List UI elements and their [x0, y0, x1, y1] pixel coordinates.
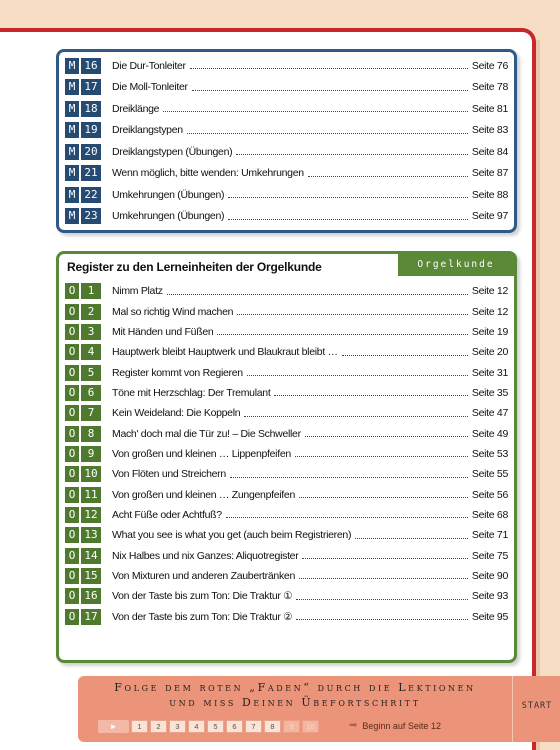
lesson-tag-number: 12 [81, 507, 101, 523]
lesson-tag-number: 17 [81, 609, 101, 625]
lesson-tag-number: 23 [81, 208, 101, 224]
list-item[interactable] [65, 141, 508, 163]
lesson-title: What you see is what you get (auch beim Registrieren) [112, 529, 352, 542]
leader-dots [187, 133, 468, 134]
leader-dots [299, 578, 468, 579]
lesson-tag [65, 466, 101, 482]
lesson-tag-letter: M [65, 58, 79, 74]
lesson-tag [65, 324, 101, 340]
lesson-tag-letter: O [65, 283, 79, 299]
start-tab[interactable] [512, 676, 560, 742]
lesson-title: Von großen und kleinen … Lippenpfeifen [112, 447, 291, 460]
leader-dots [302, 558, 467, 559]
lesson-title: Die Dur-Tonleiter [112, 59, 186, 72]
lesson-title: Von Flöten und Streichern [112, 468, 226, 481]
list-item[interactable] [65, 322, 508, 342]
leader-dots [355, 538, 468, 539]
lesson-tag [65, 187, 101, 203]
leader-dots [274, 395, 467, 396]
orgelkunde-header [65, 254, 514, 280]
list-item[interactable] [65, 281, 508, 301]
banner-line-1: Folge dem roten „Faden“ durch die Lektionen [114, 681, 476, 694]
list-item[interactable] [65, 362, 508, 382]
lesson-tag-letter: O [65, 568, 79, 584]
lesson-tag-number: 14 [81, 548, 101, 564]
leader-dots [236, 154, 468, 155]
page-reference: Seite 47 [471, 407, 508, 420]
page-reference: Seite 12 [471, 285, 508, 298]
leader-dots [296, 619, 468, 620]
lesson-tag [65, 385, 101, 401]
page-reference: Seite 76 [471, 59, 508, 72]
lesson-title: Mal so richtig Wind machen [112, 305, 234, 318]
lesson-tag [65, 405, 101, 421]
lesson-tag-number: 6 [81, 385, 101, 401]
lesson-tag-letter: M [65, 101, 79, 117]
lesson-tag-number: 7 [81, 405, 101, 421]
lesson-tag [65, 426, 101, 442]
lesson-tag-letter: O [65, 365, 79, 381]
lesson-title: Von der Taste bis zum Ton: Die Traktur ② [112, 610, 293, 623]
lesson-title: Mach' doch mal die Tür zu! – Die Schweller [112, 427, 301, 440]
page-reference: Seite 97 [471, 210, 508, 223]
list-item[interactable] [65, 484, 508, 504]
lesson-title: Dreiklangstypen (Übungen) [112, 145, 233, 158]
lesson-tag-number: 16 [81, 588, 101, 604]
progress-step[interactable]: 8 [264, 720, 281, 733]
lesson-title: Kein Weideland: Die Koppeln [112, 407, 241, 420]
banner-line-2: und miss Deinen Übefortschritt [169, 696, 421, 709]
list-item[interactable] [65, 206, 508, 228]
lesson-tag [65, 79, 101, 95]
list-item[interactable] [65, 403, 508, 423]
lesson-tag-number: 13 [81, 527, 101, 543]
list-item[interactable] [65, 464, 508, 484]
lesson-tag-number: 3 [81, 324, 101, 340]
progress-step[interactable]: 10 [302, 720, 319, 733]
lesson-title: Mit Händen und Füßen [112, 325, 214, 338]
leader-dots [244, 416, 468, 417]
lesson-tag-letter: O [65, 487, 79, 503]
list-item[interactable] [65, 505, 508, 525]
progress-tracker [98, 720, 319, 733]
lesson-title: Register kommt von Regieren [112, 366, 243, 379]
list-item[interactable] [65, 586, 508, 606]
lesson-tag-letter: M [65, 165, 79, 181]
lesson-title: Umkehrungen (Übungen) [112, 210, 225, 223]
lesson-title: Wenn möglich, bitte wenden: Umkehrungen [112, 167, 304, 180]
orgelkunde-badge: Orgelkunde [398, 254, 514, 276]
lesson-tag-number: 9 [81, 446, 101, 462]
leader-dots [167, 294, 468, 295]
progress-step[interactable]: 2 [150, 720, 167, 733]
lesson-tag-letter: O [65, 446, 79, 462]
list-item[interactable] [65, 423, 508, 443]
leader-dots [190, 68, 468, 69]
page-reference: Seite 90 [471, 569, 508, 582]
lesson-title: Nimm Platz [112, 285, 163, 298]
orgelkunde-heading: Register zu den Lerneinheiten der Orgelkunde [67, 260, 322, 274]
lesson-tag-number: 4 [81, 344, 101, 360]
beginn-note [349, 720, 441, 731]
list-item[interactable] [65, 120, 508, 142]
leader-dots [228, 197, 468, 198]
page-reference: Seite 49 [471, 427, 508, 440]
lesson-tag [65, 487, 101, 503]
lesson-title: Dreiklangstypen [112, 124, 183, 137]
progress-banner [78, 676, 512, 742]
orgelkunde-list [65, 280, 508, 627]
lesson-title: Umkehrungen (Übungen) [112, 188, 225, 201]
lesson-tag [65, 548, 101, 564]
leader-dots [296, 599, 468, 600]
lesson-tag [65, 283, 101, 299]
page-reference: Seite 78 [471, 81, 508, 94]
list-item[interactable] [65, 55, 508, 77]
progress-step[interactable]: 6 [226, 720, 243, 733]
page-reference: Seite 19 [471, 325, 508, 338]
leader-dots [228, 219, 468, 220]
list-item[interactable] [65, 383, 508, 403]
play-icon[interactable]: ► [98, 720, 129, 733]
page-reference: Seite 84 [471, 145, 508, 158]
lesson-tag-letter: M [65, 144, 79, 160]
lesson-tag-number: 5 [81, 365, 101, 381]
leader-dots [308, 176, 468, 177]
leader-dots [342, 355, 468, 356]
lesson-title: Von Mixturen und anderen Zaubertränken [112, 569, 295, 582]
list-item[interactable] [65, 163, 508, 185]
progress-step[interactable]: 5 [207, 720, 224, 733]
lesson-tag [65, 568, 101, 584]
lesson-tag-number: 15 [81, 568, 101, 584]
lesson-tag-letter: O [65, 304, 79, 320]
arrow-right-icon: ➡ [349, 720, 358, 731]
lesson-title: Acht Füße oder Achtfuß? [112, 508, 222, 521]
lesson-tag-number: 11 [81, 487, 101, 503]
list-item[interactable] [65, 77, 508, 99]
lesson-tag [65, 609, 101, 625]
lesson-tag [65, 304, 101, 320]
list-item[interactable] [65, 545, 508, 565]
page-reference: Seite 53 [471, 447, 508, 460]
leader-dots [217, 334, 467, 335]
leader-dots [295, 456, 468, 457]
page-reference: Seite 95 [471, 610, 508, 623]
lesson-tag [65, 365, 101, 381]
page-reference: Seite 83 [471, 124, 508, 137]
lesson-tag [65, 588, 101, 604]
lesson-tag [65, 344, 101, 360]
page-reference: Seite 68 [471, 508, 508, 521]
leader-dots [192, 90, 468, 91]
page-reference: Seite 93 [471, 590, 508, 603]
page-reference: Seite 55 [471, 468, 508, 481]
lesson-tag-number: 2 [81, 304, 101, 320]
list-item[interactable] [65, 525, 508, 545]
lesson-tag-number: 1 [81, 283, 101, 299]
lesson-tag-letter: O [65, 426, 79, 442]
list-item[interactable] [65, 301, 508, 321]
lesson-tag-letter: O [65, 548, 79, 564]
lesson-title: Töne mit Herzschlag: Der Tremulant [112, 386, 271, 399]
page-reference: Seite 75 [471, 549, 508, 562]
page-reference: Seite 56 [471, 488, 508, 501]
lesson-tag [65, 446, 101, 462]
leader-dots [305, 436, 468, 437]
page-edge-shadow [536, 40, 540, 750]
lesson-tag-letter: O [65, 405, 79, 421]
progress-step[interactable]: 7 [245, 720, 262, 733]
page-reference: Seite 88 [471, 188, 508, 201]
lesson-tag-letter: O [65, 507, 79, 523]
lesson-tag [65, 122, 101, 138]
lesson-tag-letter: M [65, 122, 79, 138]
page-reference: Seite 81 [471, 102, 508, 115]
lesson-tag [65, 507, 101, 523]
page-reference: Seite 71 [471, 529, 508, 542]
orgelkunde-box [56, 251, 517, 663]
progress-step[interactable]: 3 [169, 720, 186, 733]
start-label: START [521, 701, 553, 711]
list-item[interactable] [65, 444, 508, 464]
lesson-tag-number: 8 [81, 426, 101, 442]
leader-dots [230, 477, 468, 478]
leader-dots [247, 375, 468, 376]
lesson-tag-letter: O [65, 385, 79, 401]
lesson-tag-number: 10 [81, 466, 101, 482]
lesson-tag [65, 165, 101, 181]
lesson-tag-letter: O [65, 588, 79, 604]
lesson-tag-letter: O [65, 466, 79, 482]
lesson-tag [65, 527, 101, 543]
lesson-tag-number: 16 [81, 58, 101, 74]
progress-step[interactable]: 9 [283, 720, 300, 733]
page-reference: Seite 87 [471, 167, 508, 180]
leader-dots [299, 497, 468, 498]
list-item[interactable] [65, 98, 508, 120]
lesson-tag-letter: O [65, 527, 79, 543]
page-reference: Seite 12 [471, 305, 508, 318]
list-item[interactable] [65, 184, 508, 206]
lesson-title: Dreiklänge [112, 102, 160, 115]
lesson-tag-number: 18 [81, 101, 101, 117]
lesson-tag-number: 22 [81, 187, 101, 203]
page-reference: Seite 35 [471, 386, 508, 399]
lesson-tag-letter: M [65, 79, 79, 95]
leader-dots [226, 517, 468, 518]
lesson-title: Hauptwerk bleibt Hauptwerk und Blaukraut bleibt … [112, 346, 338, 359]
lesson-title: Von der Taste bis zum Ton: Die Traktur ① [112, 590, 293, 603]
lesson-tag-number: 20 [81, 144, 101, 160]
lesson-tag [65, 101, 101, 117]
lesson-tag-letter: M [65, 208, 79, 224]
progress-step[interactable]: 4 [188, 720, 205, 733]
page-reference: Seite 31 [471, 366, 508, 379]
lesson-tag-letter: O [65, 324, 79, 340]
leader-dots [163, 111, 468, 112]
list-item[interactable] [65, 566, 508, 586]
lesson-tag [65, 58, 101, 74]
lesson-tag [65, 208, 101, 224]
lesson-tag-letter: O [65, 609, 79, 625]
progress-step[interactable]: 1 [131, 720, 148, 733]
lesson-title: Nix Halbes und nix Ganzes: Aliquotregister [112, 549, 299, 562]
list-item[interactable] [65, 342, 508, 362]
lesson-tag-number: 17 [81, 79, 101, 95]
lesson-tag-number: 19 [81, 122, 101, 138]
musiklehre-box [56, 49, 517, 233]
lesson-title: Die Moll-Tonleiter [112, 81, 188, 94]
beginn-text: Beginn auf Seite 12 [362, 720, 441, 731]
lesson-tag-number: 21 [81, 165, 101, 181]
lesson-tag [65, 144, 101, 160]
list-item[interactable] [65, 607, 508, 627]
lesson-tag-letter: M [65, 187, 79, 203]
leader-dots [237, 314, 468, 315]
lesson-tag-letter: O [65, 344, 79, 360]
page-reference: Seite 20 [471, 346, 508, 359]
lesson-title: Von großen und kleinen … Zungenpfeifen [112, 488, 295, 501]
